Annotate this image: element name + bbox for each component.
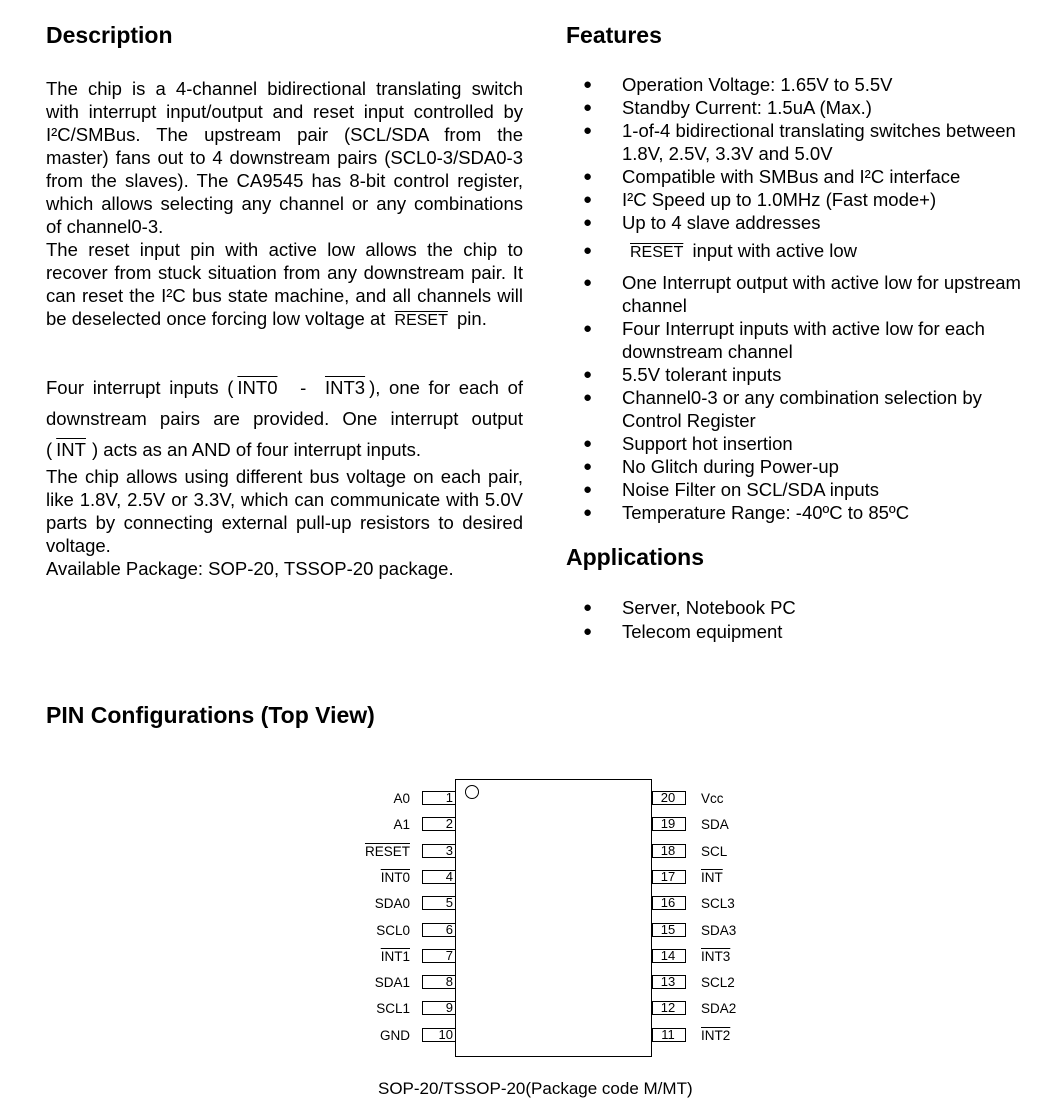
pin-number-box [422,817,456,831]
int-signal: $\overline{INT}$ [56,439,86,460]
feature-item: ● Standby Current: 1.5uA (Max.) [583,96,1023,119]
pin-number-box [422,949,456,963]
features-heading: Features [566,22,662,48]
p3-dash: - [300,377,307,398]
pin-label: A0 [393,791,410,806]
feature-item: ● Noise Filter on SCL/SDA inputs [583,478,1023,501]
feature-item: ● Temperature Range: -40ºC to 85ºC [583,501,1023,524]
pin-number-box [422,975,456,989]
description-paragraph-4: The chip allows using different bus voltage on each pair, like 1.8V, 2.5V or 3.3V, which can communicate with 5.0V parts by connecting external pull-up resistors to desired voltage. [46,466,523,556]
pin-label: Vcc [701,791,724,806]
application-item: ● Telecom equipment [583,620,1023,644]
pin-config-heading: PIN Configurations (Top View) [46,702,375,728]
pin-number: 4 [445,869,453,884]
feature-item: ● Channel0-3 or any combination selection by Control Register [583,386,1023,432]
pin-number-box [652,975,686,989]
features-list [583,73,1023,524]
pin-label: SDA2 [701,1001,737,1016]
pin-label: INT3 [701,949,731,964]
p3-text-2: ), one for each of downstream pairs are provided. One interrupt output ( [46,377,523,460]
int3-signal: INT3 [324,377,366,398]
pin-number: 9 [445,1000,453,1015]
feature-item: ● I²C Speed up to 1.0MHz (Fast mode+) [583,188,1023,211]
pin-number-box [422,1028,456,1042]
pin-number: 7 [445,948,453,963]
pin-number: 1 [445,790,453,805]
pin-number: 13 [660,974,676,989]
pin-number-box [652,870,686,884]
reset-signal: RESET [630,244,684,261]
pin-number-box [652,949,686,963]
pin-label: INT1 [380,949,410,964]
pin-number-box [652,896,686,910]
description-heading: Description [46,22,173,48]
pin-number: 15 [660,922,676,937]
feature-item: ● 5.5V tolerant inputs [583,363,1023,386]
pin-label: SCL0 [376,923,410,938]
pin-number: 12 [660,1000,676,1015]
pin-label: SCL2 [701,975,735,990]
pin-number-box [422,923,456,937]
pin-number: 8 [445,974,453,989]
pin-number: 10 [438,1027,453,1042]
description-paragraph-5: Available Package: SOP-20, TSSOP-20 package. [46,558,454,579]
description-paragraph-2 [46,238,523,332]
pin-number-box [422,791,456,805]
pin-label: $\overline{INT}$ [701,870,723,885]
pin-number: 16 [660,895,676,910]
pin-number-box [652,1001,686,1015]
application-item: ● Server, Notebook PC [583,596,1023,620]
pin-label: INT2 [701,1028,731,1043]
pin-label: SCL1 [376,1001,410,1016]
package-caption: SOP-20/TSSOP-20(Package code M/MT) [378,1079,693,1098]
feature-item: ● Up to 4 slave addresses [583,211,1023,234]
pin-label: A1 [393,817,410,832]
description-paragraph-3 [46,372,523,465]
p3-text: Four interrupt inputs ( [46,377,234,398]
pin-number: 3 [445,843,453,858]
feature-item [583,239,1023,264]
pin-label: SDA1 [374,975,410,990]
feature-item: ● Compatible with SMBus and I²C interface [583,165,1023,188]
pin-number-box [422,896,456,910]
pin-number: 2 [445,816,453,831]
feature-item: ● 1-of-4 bidirectional translating switches between 1.8V, 2.5V, 3.3V and 5.0V [583,119,1023,165]
feature-item: ● No Glitch during Power-up [583,455,1023,478]
pin-number-box [422,1001,456,1015]
feature-item: ● One Interrupt output with active low for upstream channel [583,271,1023,317]
feature-item: ● Four Interrupt inputs with active low for each downstream channel [583,317,1023,363]
pin-number-box [422,870,456,884]
pin-number: 20 [660,790,676,805]
applications-heading: Applications [566,544,705,570]
pin-label: SDA [701,817,729,832]
p2-text: The reset input pin with active low allows the chip to recover from stuck situation from any downstream pair. It can reset the I²C bus state machine, and all channels will be deselected once forcing low voltage at [46,239,523,329]
feature-item: ● Operation Voltage: 1.65V to 5.5V [583,73,1023,96]
p3-text-3: ) acts as an AND of four interrupt inputs. [91,439,422,460]
pin-number: 6 [445,922,453,937]
ic-package-body [455,779,652,1057]
feature-item: ● Support hot insertion [583,432,1023,455]
pin-label: INT0 [380,870,410,885]
applications-list [583,596,1023,644]
pin-number: 18 [660,843,676,858]
pin-number-box [652,844,686,858]
pin-label: SCL [701,844,728,859]
pin-number-box [652,817,686,831]
pin-number: 14 [660,948,676,963]
pin-label: SDA3 [701,923,737,938]
pin-label: RESET [364,844,410,859]
pin-number-box [652,1028,686,1042]
pin-label: GND [380,1028,410,1043]
reset-signal: RESET [394,312,448,329]
description-paragraph-1: The chip is a 4-channel bidirectional translating switch with interrupt input/output and reset input controlled by I²C/SMBus. The upstream pair (SCL/SDA from the master) fans out to 4 downstream pairs (SCL0-3/SDA0-3 from the slaves). The CA9545 has 8-bit control register, which allows selecting any channel or any combinations of channel0-3. [46,78,523,237]
pin-label: SCL3 [701,896,735,911]
pin-number-box [422,844,456,858]
pin-number-box [652,791,686,805]
p2-end: pin. [457,308,487,329]
int0-signal: INT0 [237,377,278,398]
pin-number: 17 [660,869,676,884]
reset-feature-text: input with active low [692,240,858,261]
pin-number: 5 [445,895,453,910]
pin-label: SDA0 [374,896,410,911]
pin-number-box [652,923,686,937]
pin-number: 11 [661,1027,675,1042]
pin1-marker-icon [465,785,479,799]
pin-number: 19 [660,816,676,831]
